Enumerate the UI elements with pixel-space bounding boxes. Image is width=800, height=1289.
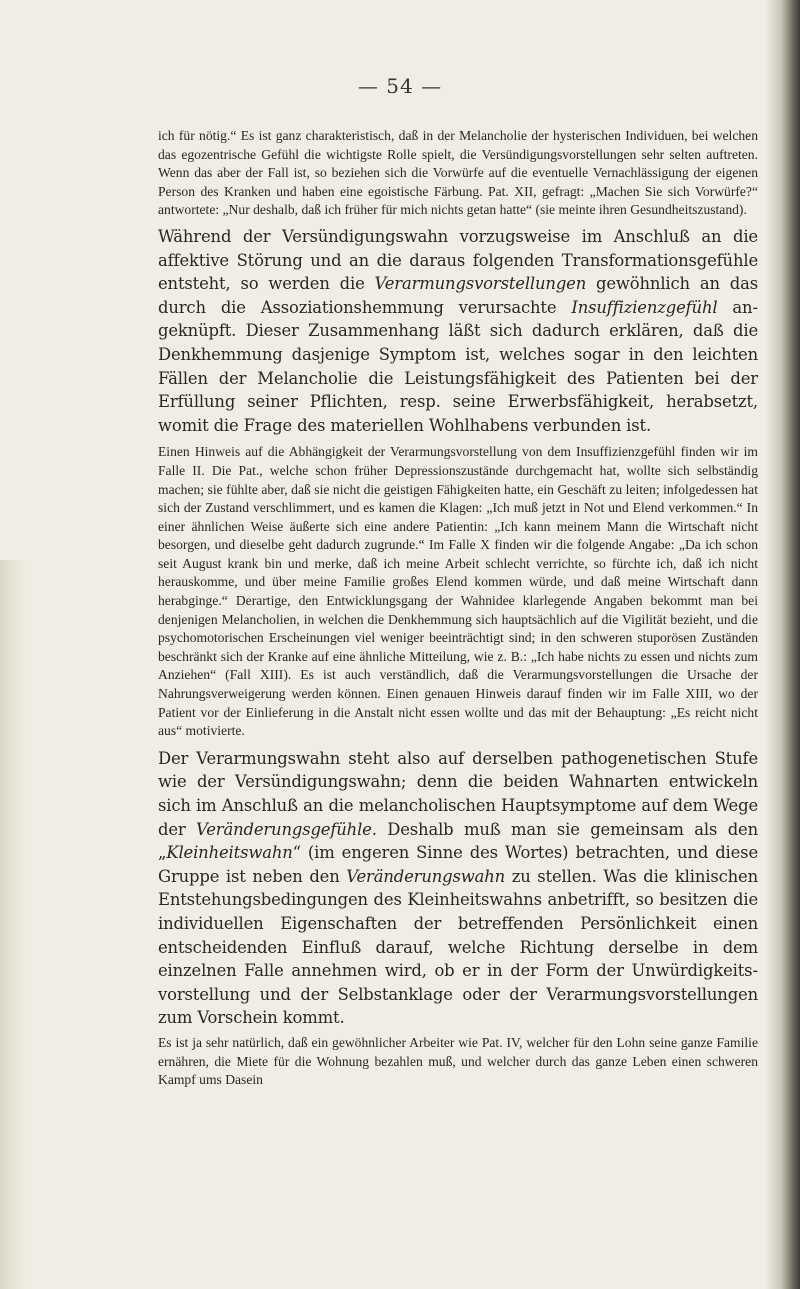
text-run: angeknüpft. Dieser Zusammenhang läßt sich dadurch erklären, daß die Denkhemmung dasjenige Symptom ist, welches sogar in den leichten Fällen der Melancholie die Leistungsfähigkeit des Patienten bei der Erfüllung seiner Pflichten, resp. seine Erwerbsfähigkeit, herabsetzt, womit die Frage des materiellen Wohlhabens verbunden ist. [158,297,758,435]
emphasis-verarmungsvorstellungen: Verarmungsvorstellungen [374,274,587,294]
body-text [158,127,758,1090]
text-run: Während der Versündigungswahn vorzugsweise im Anschluß an die affektive Störung und an die daraus folgenden Transformationsgefühle entsteht, so werden die [158,226,758,294]
emphasis-veraenderungswahn: Veränderungswahn [346,866,506,886]
paragraph-worker-example: Es ist ja sehr natürlich, daß ein gewöhnlicher Arbeiter wie Pat. IV, welcher für den Lohn seine ganze Familie ernähren, die Miete für die Wohnung bezahlen muß, und welcher durch das ganze Leben einen schweren Kampf ums Dasein [158,1034,758,1088]
text-run: Der Verarmungswahn steht also auf derselben pathogenetischen Stufe wie der Versündigungswahn; denn die beiden Wahnarten entwickeln sich im Anschluß an die melancholischen Hauptsymptome auf dem Wege der [158,748,758,839]
emphasis-insuffizienzgefuehl: Insuffizienzgefühl [571,297,718,317]
text-run: zu stellen. Was die klinischen Entstehungsbedingungen des Kleinheitswahns anbetrifft, so besitzen die individuellen Eigenschaften der betreffenden Persönlichkeit einen entscheidenden Einfluß darauf, welche Richtung derselbe in dem einzelnen Falle annehmen wird, ob er in der Form der Unwürdigkeitsvorstellung und der Selbstanklage oder der Verarmungsvorstellungen zum Vorschein kommt. [158,866,758,1028]
emphasis-veraenderungsgefuehle: Veränderungsgefühle. [196,819,377,839]
text-run: Deshalb muß man sie gemeinsam als den „ [158,819,758,863]
paragraph-verarmung-intro [158,225,758,437]
paragraph-kleinheitswahn [158,747,758,1030]
text-run: “ (im engeren Sinne des Wortes) betrachten, und diese Gruppe ist neben den [158,843,758,886]
paragraph-case-examples: Einen Hinweis auf die Abhängigkeit der Verarmungsvorstellung von dem Insuffizienzgefühl finden wir im Falle II. Die Pat., welche schon früher Depressionszustände durchgemacht hat, wollte sich selbständig machen; sie fühlte aber, daß sie nicht die geistigen Fähigkeiten hatte, ein Geschäft zu leiten; infolgedessen hat sich der Zustand verschlimmert, und es kamen die Klagen: „Ich muß jetzt in Not und Elend verkommen.“ In einer ähnlichen Weise äußerte sich eine andere Patientin: „Ich kann meinem Mann die Wirtschaft nicht besorgen, und dieselbe geht dadurch zugrunde.“ Im Falle X finden wir die folgende Angabe: „Da ich schon seit August krank bin und merke, daß ich meine Arbeit schlecht verrichte, so fürchte ich, daß ich nicht herauskomme, und über meine Familie großes Elend kommen würde, und daß meine Wirtschaft dann herabginge.“ Derartige, den Entwicklungsgang der Wahnidee klarlegende Angaben bekommt man bei denjenigen Melancholien, in welchen die Denkhemmung sich hauptsächlich auf die Vigilität bezieht, und die psychomotorischen Erscheinungen viel weniger beeinträchtigt sind; in den schweren stuporösen Zuständen beschränkt sich der Kranke auf eine ähnliche Mitteilung, wie z. B.: „Ich habe nichts zu essen und nichts zum Anziehen“ (Fall XIII). Es ist auch verständlich, daß die Verarmungsvorstellungen die Ursache der Nahrungsverweigerung werden können. Einen genauen Hinweis darauf finden wir im Falle XIII, wo der Patient vor der Einlieferung in die Anstalt nicht essen wollte und das mit der Behauptung: „Es reicht nicht aus“ motivierte. [158,444,758,739]
emphasis-kleinheitswahn: Kleinheitswahn [166,843,293,863]
page-number: — 54 — [357,74,443,98]
text-run: gewöhnlich an das durch die Assoziationshemmung verursachte [158,274,758,317]
paragraph-hysteria-note: ich für nötig.“ Es ist ganz charakteristisch, daß in der Melancholie der hysterischen Individuen, bei welchen das egozentrische Gefühl die wichtigste Rolle spielt, die Versündigungsvorstellungen sehr selten auftreten. Wenn das aber der Fall ist, so beziehen sich die Vorwürfe auf die eventuelle Vernachlässigung der eigenen Person des Kranken und haben eine egoistische Färbung. Pat. XII, gefragt: „Machen Sie sich Vorwürfe?“ antwortete: „Nur deshalb, daß ich früher für mich nichts getan hatte“ (sie meinte ihren Gesundheitszustand). [158,128,758,218]
page-binding-edge [766,0,800,1289]
page-left-shadow [0,560,26,1289]
